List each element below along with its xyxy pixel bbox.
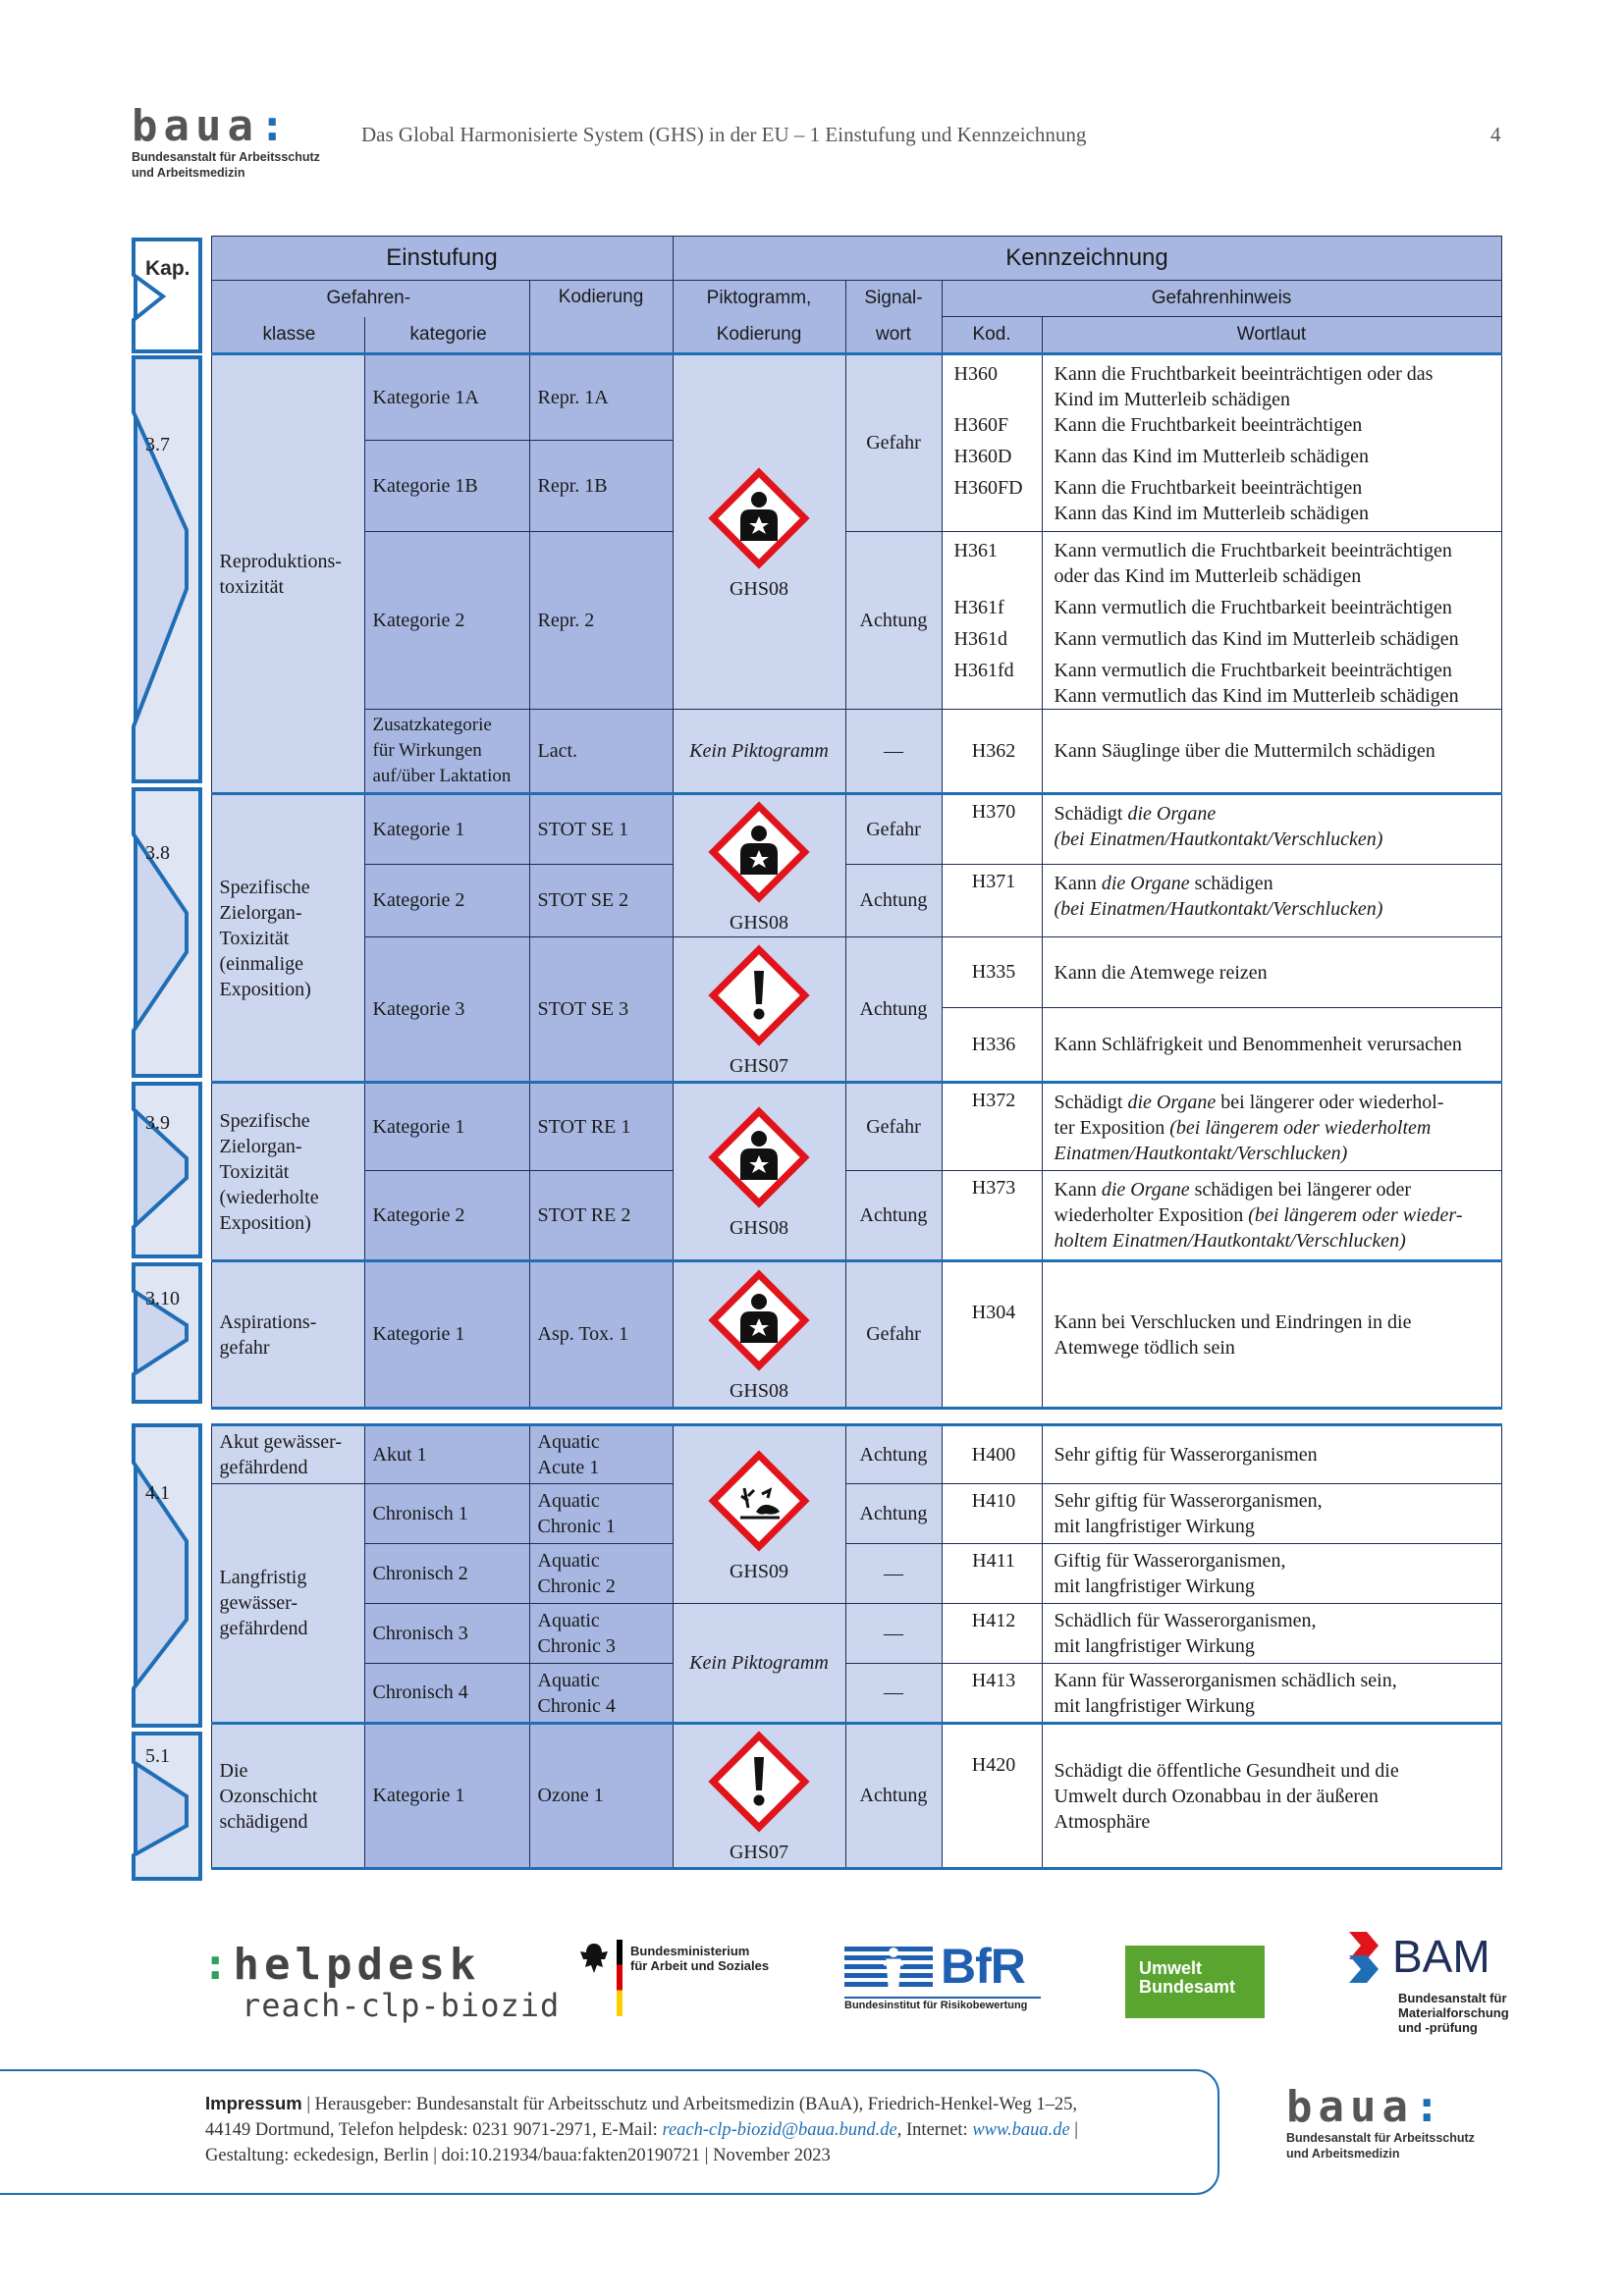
cat-repr-1b: Kategorie 1B xyxy=(364,441,529,532)
wortlaut-h413: Kann für Wasserorganismen schädlich sein, mit langfristiger Wirkung xyxy=(1042,1664,1501,1724)
kod-asp-1: Asp. Tox. 1 xyxy=(529,1261,673,1409)
h-code-h372: H372 xyxy=(942,1083,1042,1171)
partner-logos xyxy=(0,1924,1624,2042)
sig-gefahr: Gefahr xyxy=(845,1261,942,1409)
wortlaut-h412: Schädlich für Wasserorganismen, mit langfristiger Wirkung xyxy=(1042,1604,1501,1664)
h-code-h410: H410 xyxy=(942,1484,1042,1544)
h-code-h370: H370 xyxy=(942,794,1042,865)
h-code-h411: H411 xyxy=(942,1544,1042,1604)
kod-stot-re-2: STOT RE 2 xyxy=(529,1171,673,1261)
table-row xyxy=(136,1083,1501,1171)
sig-gefahr: Gefahr xyxy=(845,354,942,532)
cat-repr-2: Kategorie 2 xyxy=(364,532,529,710)
cat-stot-se-2: Kategorie 2 xyxy=(364,865,529,937)
header-wortlaut: Wortlaut xyxy=(1042,317,1501,354)
kod-stot-se-2: STOT SE 2 xyxy=(529,865,673,937)
cat-chronic-4: Chronisch 4 xyxy=(364,1664,529,1724)
class-stot-re: Spezifische Zielorgan- Toxizität (wiederholte Exposition) xyxy=(211,1083,364,1261)
header-kennzeichnung: Kennzeichnung xyxy=(673,237,1501,281)
kod-chronic-2: Aquatic Chronic 2 xyxy=(529,1544,673,1604)
kap-3-10: 3.10 xyxy=(145,1288,180,1309)
kap-4-1: 4.1 xyxy=(145,1482,170,1504)
cat-stot-re-1: Kategorie 1 xyxy=(364,1083,529,1171)
wortlaut-h304: Kann bei Verschlucken und Eindringen in die Atemwege tödlich sein xyxy=(1042,1261,1501,1409)
class-chronic-aquatic: Langfristig gewässer- gefährdend xyxy=(211,1484,364,1724)
sig-none: — xyxy=(845,1604,942,1664)
kap-3-7: 3.7 xyxy=(145,434,170,455)
header-piktogramm-2: Kodierung xyxy=(673,317,845,354)
bmas-logo: Bundesministerium für Arbeit und Soziales xyxy=(577,1940,769,2016)
cat-chronic-1: Chronisch 1 xyxy=(364,1484,529,1544)
table-row xyxy=(136,794,1501,865)
wortlaut-h362: Kann Säuglinge über die Muttermilch schädigen xyxy=(1042,710,1501,794)
wortlaut-h335: Kann die Atemwege reizen xyxy=(1042,937,1501,1008)
kod-chronic-3: Aquatic Chronic 3 xyxy=(529,1604,673,1664)
pic-none: Kein Piktogramm xyxy=(673,1604,845,1724)
header-gefahrenhinweis: Gefahrenhinweis xyxy=(942,281,1501,317)
ghs07-exclamation-icon xyxy=(705,1728,813,1836)
table-row xyxy=(136,1425,1501,1484)
sig-none: — xyxy=(845,710,942,794)
pic-cell-ghs08 xyxy=(673,354,845,710)
bam-chevron-icon xyxy=(1345,1928,1382,1985)
ghs07-exclamation-icon xyxy=(705,941,813,1049)
cat-chronic-2: Chronisch 2 xyxy=(364,1544,529,1604)
table-row xyxy=(136,1261,1501,1409)
kap-3-8: 3.8 xyxy=(145,842,170,864)
bfr-stripes-icon xyxy=(844,1943,933,1990)
kod-repr-2: Repr. 2 xyxy=(529,532,673,710)
h-code-h335: H335 xyxy=(942,937,1042,1008)
sig-gefahr: Gefahr xyxy=(845,794,942,865)
logo-sub-1: Bundesanstalt für Arbeitsschutz xyxy=(132,150,320,164)
wortlaut-h361: Kann vermutlich die Fruchtbarkeit beeinträchtigen oder das Kind im Mutterleib schädigen Kann vermutlich die Fruchtbarkeit beeinträchtigen Kann vermutlich das Kind im Mutterleib schädigen Kann vermutlich die Fruchtbarkeit beeinträchtigen Kann vermutlich das Kind im Mutterleib schädigen xyxy=(1042,532,1501,710)
table-header-row-2 xyxy=(136,281,1501,317)
kod-ozone-1: Ozone 1 xyxy=(529,1724,673,1869)
h-code-h420: H420 xyxy=(942,1724,1042,1869)
kod-repr-1a: Repr. 1A xyxy=(529,354,673,441)
header-klasse: klasse xyxy=(211,317,364,354)
h-codes-h361: H361 H361f H361d H361fd xyxy=(942,532,1042,710)
wortlaut-h360: Kann die Fruchtbarkeit beeinträchtigen oder das Kind im Mutterleib schädigen Kann die Fruchtbarkeit beeinträchtigen Kann das Kind im Mutterleib schädigen Kann die Fruchtbarkeit beeinträchtigen Kann das Kind im Mutterleib schädigen xyxy=(1042,354,1501,532)
pic-cell-ghs08: GHS08 xyxy=(673,1261,845,1409)
header-kategorie: kategorie xyxy=(364,317,529,354)
bfr-logo: BfR Bundesinstitut für Risikobewertung xyxy=(844,1938,1041,2011)
helpdesk-logo: :helpdesk reach-clp-biozid xyxy=(202,1940,561,2024)
sig-achtung: Achtung xyxy=(845,937,942,1083)
page-title: Das Global Harmonisierte System (GHS) in der EU – 1 Einstufung und Kennzeichnung xyxy=(361,123,1087,146)
cat-ozone-1: Kategorie 1 xyxy=(364,1724,529,1869)
cat-acute-1: Akut 1 xyxy=(364,1425,529,1484)
wortlaut-h411: Giftig für Wasserorganismen, mit langfristiger Wirkung xyxy=(1042,1544,1501,1604)
kod-chronic-4: Aquatic Chronic 4 xyxy=(529,1664,673,1724)
ghs09-environment-icon xyxy=(705,1447,813,1555)
header-einstufung: Einstufung xyxy=(211,237,673,281)
kod-lact: Lact. xyxy=(529,710,673,794)
logo-word: baua xyxy=(132,101,259,151)
sig-gefahr: Gefahr xyxy=(845,1083,942,1171)
cat-stot-se-1: Kategorie 1 xyxy=(364,794,529,865)
sig-achtung: Achtung xyxy=(845,1724,942,1869)
kap-header: Kap. xyxy=(145,257,190,280)
baua-footer-logo: baua: Bundesanstalt für Arbeitsschutz und Arbeitsmedizin xyxy=(1286,2082,1475,2161)
class-stot-se: Spezifische Zielorgan- Toxizität (einmalige Exposition) xyxy=(211,794,364,1083)
cat-stot-re-2: Kategorie 2 xyxy=(364,1171,529,1261)
wortlaut-h336: Kann Schläfrigkeit und Benommenheit verursachen xyxy=(1042,1008,1501,1083)
cat-stot-se-3: Kategorie 3 xyxy=(364,937,529,1083)
table-header-row-1 xyxy=(136,237,1501,281)
cat-lact: Zusatzkategorie für Wirkungen auf/über Laktation xyxy=(364,710,529,794)
class-aspiration: Aspirations- gefahr xyxy=(211,1261,364,1409)
sig-achtung: Achtung xyxy=(845,1171,942,1261)
h-code-h371: H371 xyxy=(942,865,1042,937)
kod-stot-se-1: STOT SE 1 xyxy=(529,794,673,865)
wortlaut-h371: Kann die Organe schädigen (bei Einatmen/Hautkontakt/Verschlucken) xyxy=(1042,865,1501,937)
h-code-h304: H304 xyxy=(942,1261,1042,1409)
kod-repr-1b: Repr. 1B xyxy=(529,441,673,532)
ghs08-health-hazard-icon xyxy=(705,1266,813,1374)
h-code-h412: H412 xyxy=(942,1604,1042,1664)
ghs08-health-hazard-icon xyxy=(705,464,813,572)
h-code-h400: H400 xyxy=(942,1425,1042,1484)
wortlaut-h370: Schädigt die Organe (bei Einatmen/Hautkontakt/Verschlucken) xyxy=(1042,794,1501,865)
class-ozone: Die Ozonschicht schädigend xyxy=(211,1724,364,1869)
header-piktogramm-1: Piktogramm, xyxy=(673,281,845,317)
pic-cell-ghs08: GHS08 xyxy=(673,1083,845,1261)
pic-none: Kein Piktogramm xyxy=(673,710,845,794)
table-row xyxy=(136,354,1501,441)
email-link[interactable]: reach-clp-biozid@baua.bund.de xyxy=(662,2120,897,2140)
pic-label: GHS08 xyxy=(729,577,788,600)
h-code-h362: H362 xyxy=(942,710,1042,794)
german-flag xyxy=(617,1940,623,2016)
baua-logo: baua: Bundesanstalt für Arbeitsschutz und Arbeitsmedizin xyxy=(132,101,320,180)
logo-sub-2: und Arbeitsmedizin xyxy=(132,166,245,180)
class-acute-aquatic: Akut gewässer- gefährdend xyxy=(211,1425,364,1484)
kod-stot-re-1: STOT RE 1 xyxy=(529,1083,673,1171)
kod-chronic-1: Aquatic Chronic 1 xyxy=(529,1484,673,1544)
header-kod: Kod. xyxy=(942,317,1042,354)
kod-acute-1: Aquatic Acute 1 xyxy=(529,1425,673,1484)
wortlaut-h400: Sehr giftig für Wasserorganismen xyxy=(1042,1425,1501,1484)
pic-cell-ghs07: GHS07 xyxy=(673,937,845,1083)
uba-logo: Umwelt Bundesamt xyxy=(1125,1946,1265,2018)
impressum: Impressum | Herausgeber: Bundesanstalt für Arbeitsschutz und Arbeitsmedizin (BAuA), Friedrich-Henkel-Weg 1–25, 44149 Dortmund, Telefon helpdesk: 0231 9071-2971, E-Mail: reach-clp-biozid@baua.bund.de, Internet: www.baua.de | Gestaltung: eckedesign, Berlin | doi:10.21934/baua:fakten20190721 | November 2023 xyxy=(205,2093,1079,2165)
table-row xyxy=(136,1724,1501,1869)
kap-5-1: 5.1 xyxy=(145,1745,170,1767)
sig-achtung: Achtung xyxy=(845,1425,942,1484)
ghs08-health-hazard-icon xyxy=(705,1103,813,1211)
sig-none: — xyxy=(845,1544,942,1604)
pic-cell-ghs08: GHS08 xyxy=(673,794,845,937)
sig-achtung: Achtung xyxy=(845,865,942,937)
header-gefahren: Gefahren- xyxy=(211,281,529,317)
ghs-classification-table xyxy=(136,236,1502,1870)
header-kodierung: Kodierung xyxy=(529,281,673,354)
sig-achtung: Achtung xyxy=(845,532,942,710)
h-code-h373: H373 xyxy=(942,1171,1042,1261)
page-number: 4 xyxy=(1490,123,1501,146)
wortlaut-h410: Sehr giftig für Wasserorganismen, mit langfristiger Wirkung xyxy=(1042,1484,1501,1544)
pic-cell-ghs07: GHS07 xyxy=(673,1724,845,1869)
ghs08-health-hazard-icon xyxy=(705,798,813,906)
header-signal-2: wort xyxy=(845,317,942,354)
kap-3-9: 3.9 xyxy=(145,1112,170,1134)
h-codes-h360: H360 H360F H360D H360FD xyxy=(942,354,1042,532)
table-header-row-3 xyxy=(136,317,1501,354)
pic-cell-ghs09: GHS09 xyxy=(673,1425,845,1604)
sig-none: — xyxy=(845,1664,942,1724)
wortlaut-h372: Schädigt die Organe bei längerer oder wiederhol- ter Exposition (bei längerem oder wiederholtem Einatmen/Hautkontakt/Verschlucken) xyxy=(1042,1083,1501,1171)
h-code-h336: H336 xyxy=(942,1008,1042,1083)
class-repro: Reproduktions- toxizität xyxy=(211,354,364,794)
sig-achtung: Achtung xyxy=(845,1484,942,1544)
cat-asp-1: Kategorie 1 xyxy=(364,1261,529,1409)
bam-logo: BAM Bundesanstalt für Materialforschung und -prüfung xyxy=(1345,1928,1509,2035)
web-link[interactable]: www.baua.de xyxy=(972,2120,1070,2140)
cat-chronic-3: Chronisch 3 xyxy=(364,1604,529,1664)
wortlaut-h420: Schädigt die öffentliche Gesundheit und die Umwelt durch Ozonabbau in der äußeren Atmosphäre xyxy=(1042,1724,1501,1869)
federal-eagle-icon xyxy=(577,1940,611,1977)
h-code-h413: H413 xyxy=(942,1664,1042,1724)
header-signal-1: Signal- xyxy=(845,281,942,317)
kod-stot-se-3: STOT SE 3 xyxy=(529,937,673,1083)
cat-repr-1a: Kategorie 1A xyxy=(364,354,529,441)
wortlaut-h373: Kann die Organe schädigen bei längerer oder wiederholter Exposition (bei längerem oder wieder- holtem Einatmen/Hautkontakt/Verschlucken) xyxy=(1042,1171,1501,1261)
